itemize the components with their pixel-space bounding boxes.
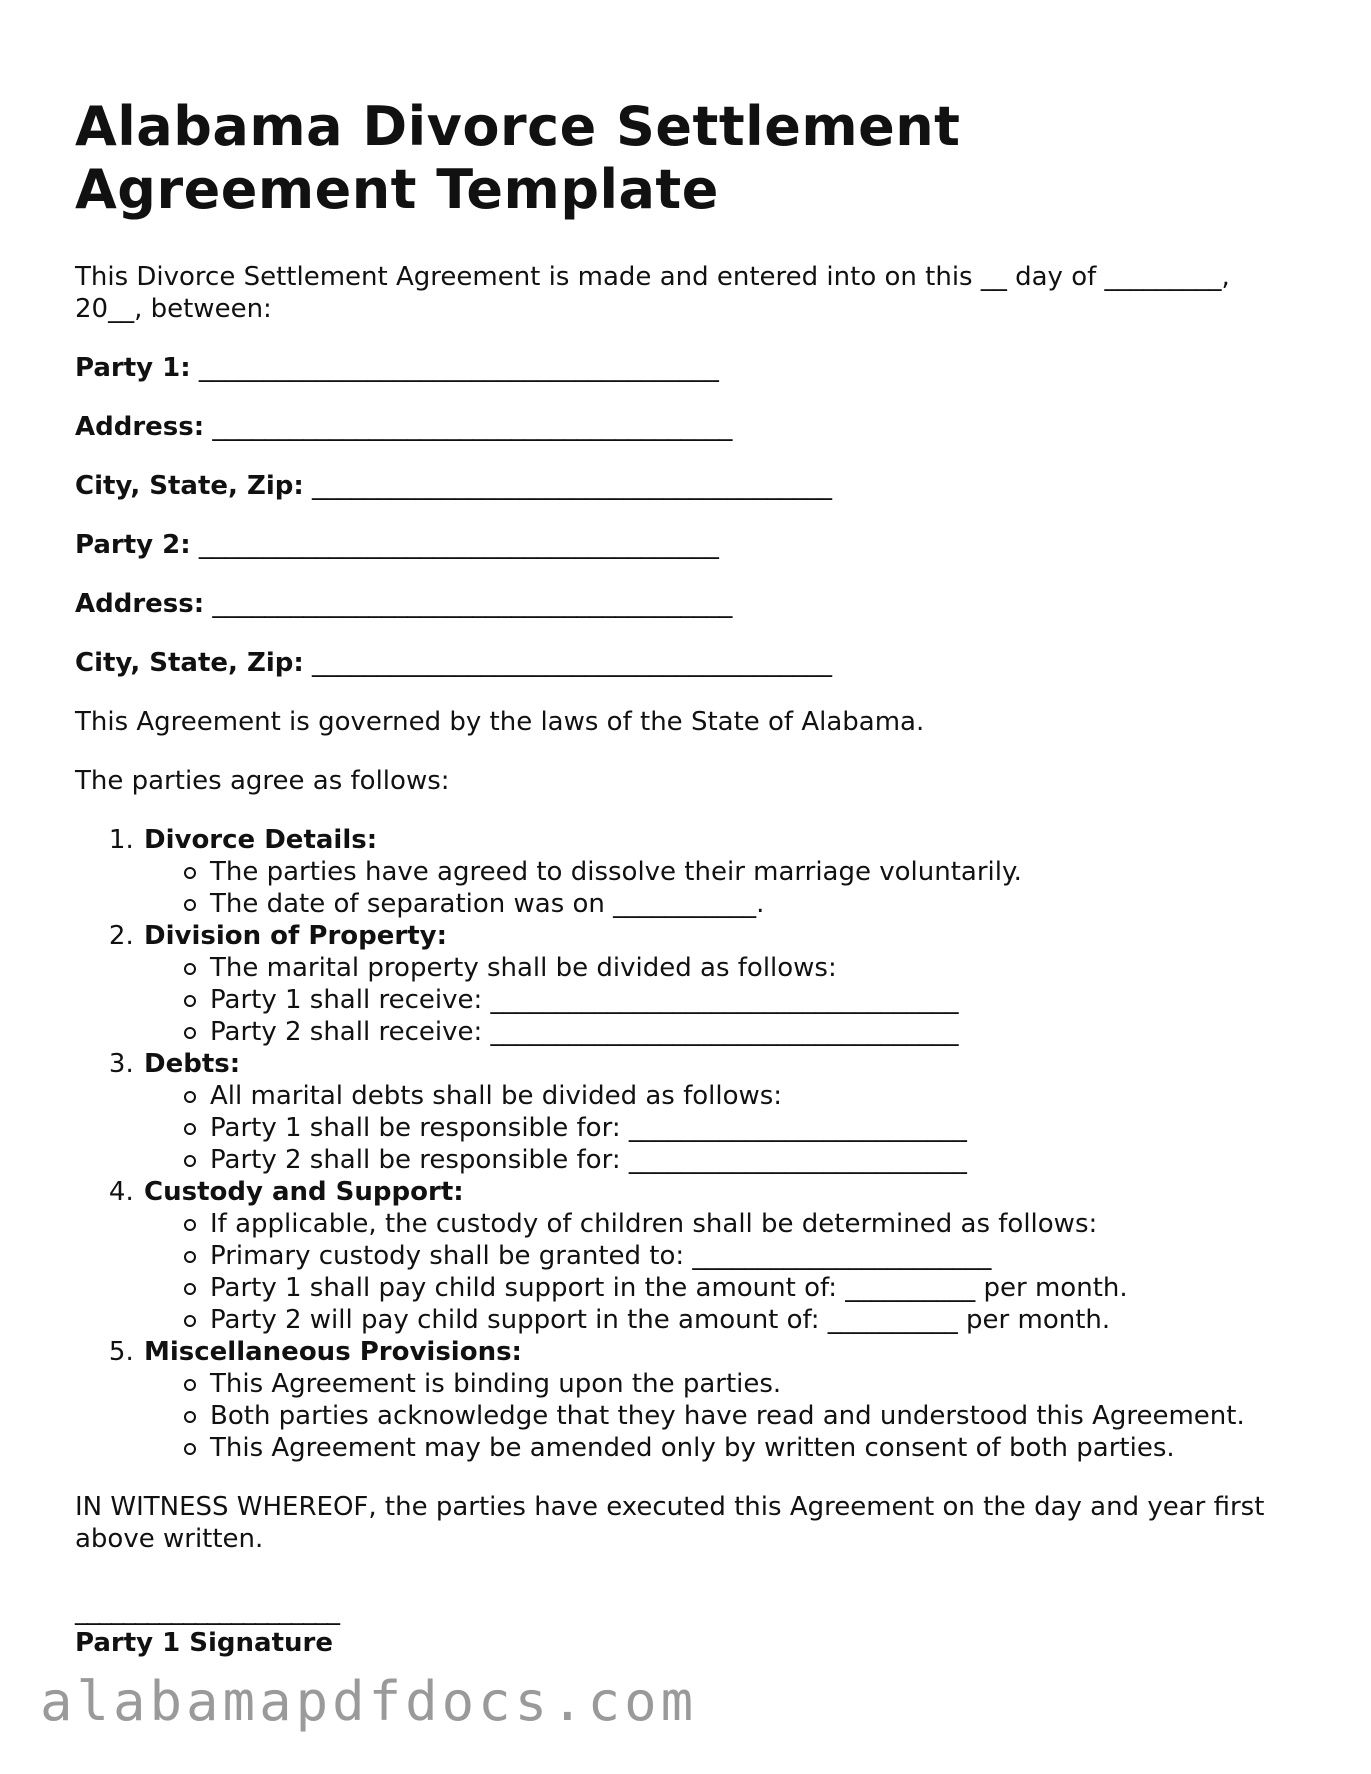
section-debts	[142, 1048, 1305, 1176]
section-items	[144, 952, 1305, 1048]
agree-intro-paragraph: The parties agree as follows:	[75, 766, 450, 796]
section-title: Debts:	[144, 1049, 241, 1079]
section-items	[144, 1368, 1305, 1464]
list-item: Party 1 shall pay child support in the amount of: __________ per month.	[184, 1272, 1305, 1304]
section-custody-and-support	[142, 1176, 1305, 1336]
list-item: The date of separation was on ___________.	[184, 888, 1305, 920]
list-item: Party 2 shall receive: ____________________________________	[184, 1016, 1305, 1048]
list-item: Party 1 shall be responsible for: __________________________	[184, 1112, 1305, 1144]
field-blank: ________________________________________	[312, 648, 833, 678]
field-label: City, State, Zip:	[75, 648, 304, 678]
section-miscellaneous-provisions	[142, 1336, 1305, 1464]
section-title: Divorce Details:	[144, 825, 378, 855]
section-title: Custody and Support:	[144, 1177, 464, 1207]
list-item: If applicable, the custody of children shall be determined as follows:	[184, 1208, 1305, 1240]
field-label: Party 2:	[75, 530, 191, 560]
list-item: Primary custody shall be granted to: _______________________	[184, 1240, 1305, 1272]
party-2-address-field	[75, 588, 1305, 620]
list-item: Party 2 will pay child support in the amount of: __________ per month.	[184, 1304, 1305, 1336]
list-item: The parties have agreed to dissolve their marriage voluntarily.	[184, 856, 1305, 888]
field-label: Address:	[75, 589, 205, 619]
party-1-address-field	[75, 411, 1305, 443]
field-blank: ________________________________________	[212, 589, 733, 619]
list-item: All marital debts shall be divided as follows:	[184, 1080, 1305, 1112]
section-items	[144, 1208, 1305, 1336]
list-item: Both parties acknowledge that they have read and understood this Agreement.	[184, 1400, 1305, 1432]
agreement-sections-list	[75, 824, 1305, 1464]
governing-law-paragraph: This Agreement is governed by the laws of the State of Alabama.	[75, 707, 925, 737]
signature-line: ______________________	[75, 1596, 339, 1626]
field-blank: ________________________________________	[198, 353, 719, 383]
field-blank: ________________________________________	[198, 530, 719, 560]
witness-paragraph: IN WITNESS WHEREOF, the parties have executed this Agreement on the day and year first above written.	[75, 1492, 1265, 1554]
list-item: Party 1 shall receive: ____________________________________	[184, 984, 1305, 1016]
watermark: alabamapdfdocs.com	[40, 1670, 698, 1733]
field-blank: ________________________________________	[212, 412, 733, 442]
list-item: This Agreement may be amended only by written consent of both parties.	[184, 1432, 1305, 1464]
document-page	[75, 95, 1305, 1659]
party-2-name-field	[75, 529, 1305, 561]
list-item: Party 2 shall be responsible for: __________________________	[184, 1144, 1305, 1176]
document-title: Alabama Divorce Settlement Agreement Template	[75, 95, 961, 221]
signature-label: Party 1 Signature	[75, 1628, 333, 1658]
party-1-city-state-zip-field	[75, 470, 1305, 502]
intro-paragraph: This Divorce Settlement Agreement is made and entered into on this __ day of _________, 20__, between:	[75, 262, 1230, 324]
list-item: This Agreement is binding upon the parties.	[184, 1368, 1305, 1400]
list-item: The marital property shall be divided as follows:	[184, 952, 1305, 984]
party-2-city-state-zip-field	[75, 647, 1305, 679]
section-title: Miscellaneous Provisions:	[144, 1337, 522, 1367]
field-label: Address:	[75, 412, 205, 442]
field-blank: ________________________________________	[312, 471, 833, 501]
party-1-name-field	[75, 352, 1305, 384]
section-divorce-details	[142, 824, 1305, 920]
section-items	[144, 1080, 1305, 1176]
field-label: Party 1:	[75, 353, 191, 383]
section-items	[144, 856, 1305, 920]
field-label: City, State, Zip:	[75, 471, 304, 501]
section-title: Division of Property:	[144, 921, 447, 951]
section-division-of-property	[142, 920, 1305, 1048]
